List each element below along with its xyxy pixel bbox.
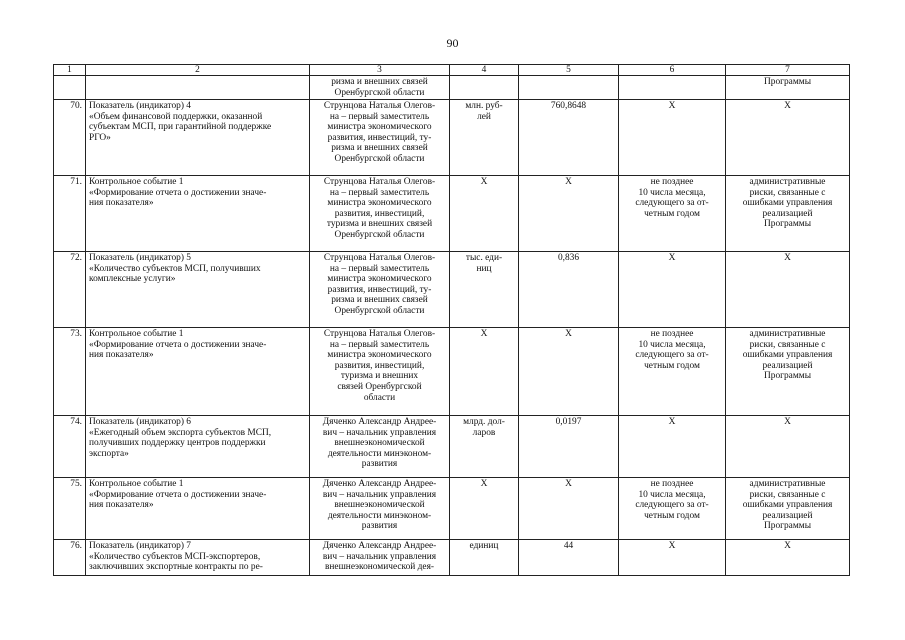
table-row — [54, 76, 850, 100]
value-cell: 0,0197 — [519, 416, 619, 478]
indicator-name: Контрольное событие 1 «Формирование отчета о достижении значе- ния показателя» — [86, 478, 310, 540]
term-cell — [619, 76, 726, 100]
row-number: 73. — [54, 328, 86, 416]
risks-cell: X — [726, 100, 850, 176]
row-number: 71. — [54, 176, 86, 252]
indicator-name: Показатель (индикатор) 6 «Ежегодный объем экспорта субъектов МСП, получивших поддержку центров поддержки экспорта» — [86, 416, 310, 478]
column-header: 5 — [519, 65, 619, 76]
value-cell: 0,836 — [519, 252, 619, 328]
term-cell: не позднее 10 числа месяца, следующего за от- четным годом — [619, 328, 726, 416]
responsible-person: Дяченко Александр Андрее- вич – начальник управления внешнеэкономической дея- — [310, 540, 450, 576]
responsible-person: Струнцова Наталья Олегов- на – первый заместитель министра экономического развития, инвестиций, ту- ризма и внешних связей Оренбургской области — [310, 100, 450, 176]
indicator-name — [86, 76, 310, 100]
risks-cell: административные риски, связанные с ошибками управления реализацией Программы — [726, 478, 850, 540]
column-header: 4 — [450, 65, 519, 76]
term-cell: X — [619, 540, 726, 576]
indicator-name: Контрольное событие 1 «Формирование отчета о достижении значе- ния показателя» — [86, 328, 310, 416]
responsible-person: Струнцова Наталья Олегов- на – первый заместитель министра экономического развития, инвестиций, ту- ризма и внешних связей Оренбургской области — [310, 252, 450, 328]
program-table — [53, 64, 850, 576]
indicator-name: Показатель (индикатор) 4 «Объем финансовой поддержки, оказанной субъектам МСП, при гарантийной поддержке РГО» — [86, 100, 310, 176]
row-number: 76. — [54, 540, 86, 576]
table-row — [54, 100, 850, 176]
value-cell: X — [519, 176, 619, 252]
table-row — [54, 252, 850, 328]
row-number: 75. — [54, 478, 86, 540]
term-cell: X — [619, 252, 726, 328]
unit-cell: млн. руб- лей — [450, 100, 519, 176]
row-number: 72. — [54, 252, 86, 328]
table-row — [54, 328, 850, 416]
column-header: 6 — [619, 65, 726, 76]
risks-cell: X — [726, 252, 850, 328]
risks-cell: административные риски, связанные с ошибками управления реализацией Программы — [726, 328, 850, 416]
unit-cell: X — [450, 478, 519, 540]
risks-cell: X — [726, 540, 850, 576]
table-row — [54, 176, 850, 252]
risks-cell: X — [726, 416, 850, 478]
responsible-person: ризма и внешних связей Оренбургской области — [310, 76, 450, 100]
risks-cell: административные риски, связанные с ошибками управления реализацией Программы — [726, 176, 850, 252]
table-row — [54, 478, 850, 540]
value-cell: 44 — [519, 540, 619, 576]
row-number — [54, 76, 86, 100]
column-header: 2 — [86, 65, 310, 76]
indicator-name: Контрольное событие 1 «Формирование отчета о достижении значе- ния показателя» — [86, 176, 310, 252]
unit-cell: X — [450, 176, 519, 252]
value-cell — [519, 76, 619, 100]
risks-cell: Программы — [726, 76, 850, 100]
value-cell: 760,8648 — [519, 100, 619, 176]
value-cell: X — [519, 328, 619, 416]
column-header: 7 — [726, 65, 850, 76]
unit-cell: X — [450, 328, 519, 416]
page-number: 90 — [446, 36, 459, 50]
column-header: 1 — [54, 65, 86, 76]
table-row — [54, 540, 850, 576]
column-number-row — [54, 65, 850, 76]
responsible-person: Дяченко Александр Андрее- вич – начальник управления внешнеэкономической деятельности минэконом- развития — [310, 478, 450, 540]
term-cell: X — [619, 416, 726, 478]
indicator-name: Показатель (индикатор) 7 «Количество субъектов МСП-экспортеров, заключивших экспортные контракты по ре- — [86, 540, 310, 576]
unit-cell: единиц — [450, 540, 519, 576]
column-header: 3 — [310, 65, 450, 76]
unit-cell: тыс. еди- ниц — [450, 252, 519, 328]
term-cell: не позднее 10 числа месяца, следующего за от- четным годом — [619, 176, 726, 252]
unit-cell — [450, 76, 519, 100]
term-cell: не позднее 10 числа месяца, следующего за от- четным годом — [619, 478, 726, 540]
responsible-person: Дяченко Александр Андрее- вич – начальник управления внешнеэкономической деятельности минэконом- развития — [310, 416, 450, 478]
indicator-name: Показатель (индикатор) 5 «Количество субъектов МСП, получивших комплексные услуги» — [86, 252, 310, 328]
row-number: 70. — [54, 100, 86, 176]
row-number: 74. — [54, 416, 86, 478]
term-cell: X — [619, 100, 726, 176]
table-row — [54, 416, 850, 478]
unit-cell: млрд. дол- ларов — [450, 416, 519, 478]
responsible-person: Струнцова Наталья Олегов- на – первый заместитель министра экономического развития, инвестиций, туризма и внешних связей Оренбургской области — [310, 176, 450, 252]
responsible-person: Струнцова Наталья Олегов- на – первый заместитель министра экономического развития, инвестиций, туризма и внешних связей Оренбургской области — [310, 328, 450, 416]
value-cell: X — [519, 478, 619, 540]
